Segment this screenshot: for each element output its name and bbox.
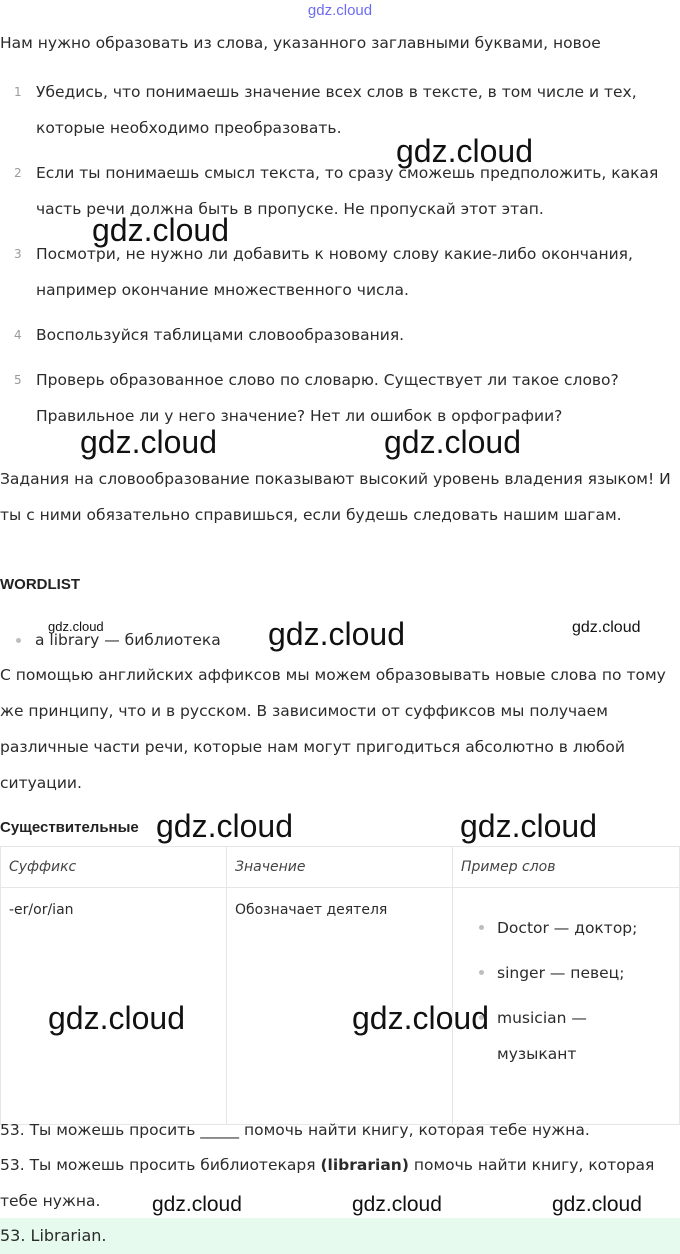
bullet-dot-icon <box>479 970 484 975</box>
solution-highlight: (librarian) <box>320 1156 409 1174</box>
step-number: 1 <box>14 85 22 99</box>
watermark: gdz.cloud <box>156 808 293 844</box>
step-number: 3 <box>14 247 22 261</box>
table-header-cell: Значение <box>227 847 453 888</box>
watermark: gdz.cloud <box>396 133 533 169</box>
example-text: musician — музыкант <box>497 1009 587 1063</box>
table-header-row <box>1 847 680 888</box>
example-item <box>461 910 671 946</box>
table-header-cell: Пример слов <box>453 847 680 888</box>
watermark: gdz.cloud <box>48 619 104 634</box>
step-number: 2 <box>14 166 22 180</box>
affix-text: С помощью английских аффиксов мы можем образовывать новые слова по тому же принципу, что и в русском. В зависимости от суффиксов мы получаем различные части речи, которые нам могут пригодиться абсолютно в любой ситуации. <box>0 666 666 792</box>
bullet-dot-icon <box>16 638 21 643</box>
watermark: gdz.cloud <box>152 1193 242 1216</box>
table-header-cell: Суффикс <box>1 847 227 888</box>
nouns-heading: Существительные <box>0 819 139 836</box>
steps-list <box>0 74 676 443</box>
step-number: 4 <box>14 328 22 342</box>
wordlist-item <box>16 624 221 656</box>
intro-text: Нам нужно образовать из слова, указанного заглавными буквами, новое <box>0 34 601 52</box>
step-text: Если ты понимаешь смысл текста, то сразу сможешь предположить, какая часть речи должна быть в пропуске. Не пропускай этот этап. <box>36 164 659 218</box>
solution-text-end: помочь найти книгу, которая тебе нужна. <box>0 1156 655 1210</box>
watermark: gdz.cloud <box>552 1193 642 1216</box>
watermark: gdz.cloud <box>384 424 521 460</box>
encouragement-text: Задания на словообразование показывают высокий уровень владения языком! И ты с ними обязательно справишься, если будешь следовать нашим шагам. <box>0 470 671 524</box>
step-text: Проверь образованное слово по словарю. Существует ли такое слово? Правильное ли у него значение? Нет ли ошибок в орфографии? <box>36 371 619 425</box>
watermark: gdz.cloud <box>352 1000 489 1036</box>
watermark: gdz.cloud <box>268 616 405 652</box>
example-text: singer — певец; <box>497 964 625 982</box>
watermark: gdz.cloud <box>352 1193 442 1216</box>
example-text: Doctor — доктор; <box>497 919 638 937</box>
example-item <box>461 1000 671 1072</box>
answer-text: 53. Librarian. <box>0 1226 107 1245</box>
step-number: 5 <box>14 373 22 387</box>
watermark: gdz.cloud <box>48 1000 185 1036</box>
suffix-table <box>0 846 680 1125</box>
watermark: gdz.cloud <box>572 619 641 636</box>
examples-list <box>461 902 671 1072</box>
step-text: Посмотри, не нужно ли добавить к новому слову какие-либо окончания, например окончание множественного числа. <box>36 245 633 299</box>
task-text: 53. Ты можешь просить _____ помочь найти книгу, которая тебе нужна. <box>0 1121 590 1139</box>
step-text: Убедись, что понимаешь значение всех слов в тексте, в том числе и тех, которые необходимо преобразовать. <box>36 83 637 137</box>
example-item <box>461 955 671 991</box>
solution-text-start: 53. Ты можешь просить библиотекаря <box>0 1156 321 1174</box>
meaning-cell: Обозначает деятеля <box>227 888 453 1125</box>
step-text: Воспользуйся таблицами словообразования. <box>36 326 405 344</box>
watermark: gdz.cloud <box>460 808 597 844</box>
wordlist-item-text: a library — библиотека <box>35 631 221 649</box>
watermark: gdz.cloud <box>80 424 217 460</box>
suffix-cell: -er/or/ian <box>1 888 227 1125</box>
watermark: gdz.cloud <box>92 212 229 248</box>
site-logo[interactable]: gdz.cloud <box>307 2 373 19</box>
step-item <box>0 317 676 353</box>
wordlist-heading: WORDLIST <box>0 576 80 593</box>
step-item <box>0 74 676 146</box>
bullet-dot-icon <box>479 925 484 930</box>
